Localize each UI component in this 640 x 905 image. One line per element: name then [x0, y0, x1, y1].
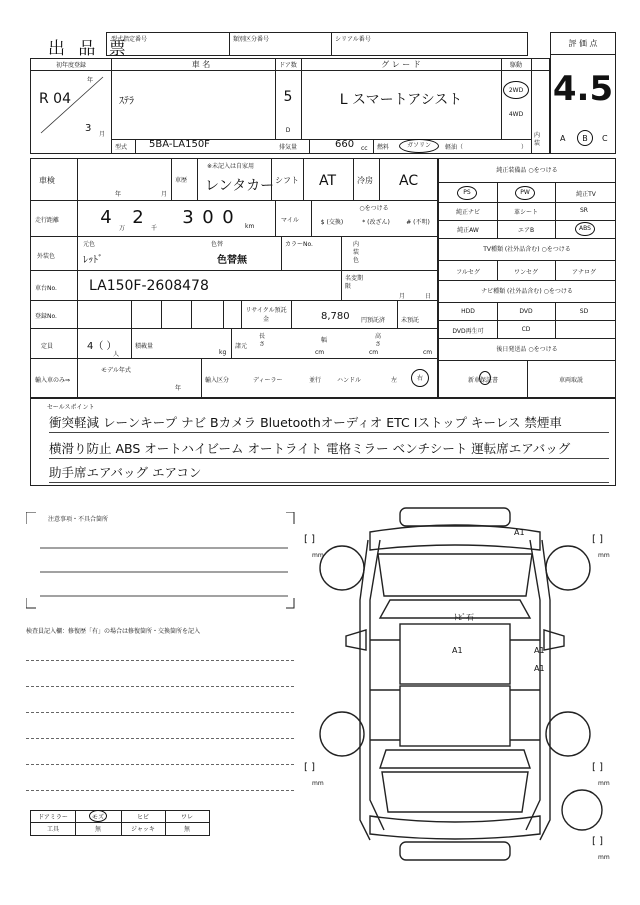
- equip-leather: 革シート: [513, 209, 538, 216]
- replace-header: ○をつける: [359, 205, 389, 212]
- mile-label: マイル: [281, 217, 299, 224]
- original-color: ﾚｯﾄﾞ: [83, 255, 103, 266]
- mm-label: mm: [598, 780, 610, 787]
- bracket: [ ]: [592, 534, 603, 545]
- navi-hdd: HDD: [461, 308, 475, 315]
- dims-label: 諸元: [235, 343, 248, 350]
- repaint-label: 色替: [211, 241, 224, 248]
- mm-label: mm: [598, 552, 610, 559]
- navi-header: ナビ種類 (社外品含む) ○をつける: [439, 281, 615, 303]
- header-code-box: [106, 32, 528, 56]
- navi-sd: SD: [579, 308, 589, 315]
- inspection-year-unit: 年: [115, 191, 122, 198]
- recycle-value: 8,780: [321, 311, 350, 322]
- year-unit: 年: [87, 77, 94, 84]
- month-unit: 月: [99, 131, 106, 138]
- paren-close: ）: [521, 144, 528, 151]
- acc-tools-value: 無: [94, 826, 101, 833]
- color-no-label: カラーNo.: [285, 241, 313, 248]
- sales-line-2: 横滑り防止 ABS オートハイビーム オートライト 電格ミラー ベンチシート 運転席エアバッグ: [49, 439, 609, 459]
- length-cm: cm: [315, 349, 325, 356]
- mm-label: mm: [598, 854, 610, 861]
- parallel: 並行: [309, 377, 322, 384]
- acc-crack: ヒビ: [136, 814, 149, 821]
- height-label: 高さ: [375, 333, 382, 348]
- grade-value: L スマートアシスト: [339, 92, 463, 108]
- first-reg-label: 初年度登録: [55, 62, 86, 69]
- accessories-table: [30, 810, 210, 836]
- tv-header: TV種類 (社外品含む) ○をつける: [439, 239, 615, 261]
- interior-grade: [532, 128, 616, 154]
- caution-box: [26, 512, 296, 610]
- equip-navi: 純正ナビ: [455, 209, 480, 216]
- interior-grade-c: C: [602, 134, 608, 143]
- model-code-label: 型式指定番号: [111, 36, 148, 43]
- equip-tv: 純正TV: [576, 191, 596, 198]
- chassis-label: 車台No.: [35, 285, 57, 292]
- doc-warranty: 新車保証書: [467, 377, 498, 384]
- mm-label: mm: [312, 552, 324, 559]
- equip-aw: 純正AW: [457, 227, 479, 234]
- doors-label: ドア数: [279, 62, 297, 69]
- drive-2wd: 2WD: [503, 81, 529, 99]
- bracket: [ ]: [592, 836, 603, 847]
- damage-mark: ﾄﾋﾞ石: [454, 613, 474, 622]
- length-label: 長さ: [259, 333, 266, 348]
- cc-unit: cc: [361, 145, 368, 152]
- displacement-value: 660: [335, 139, 355, 150]
- reg-no-label: 登録No.: [35, 313, 57, 320]
- mm-label: mm: [312, 780, 324, 787]
- first-reg-era: R 04: [39, 91, 71, 107]
- person-unit: 人: [113, 351, 120, 358]
- altered: * (改ざん): [362, 219, 390, 226]
- acc-mozu-mark: [89, 810, 107, 822]
- model-year-unit: 年: [175, 385, 182, 392]
- category-label: 類別区分番号: [233, 36, 270, 43]
- acc-door-mirror: ドアミラー: [38, 814, 68, 821]
- doc-manual: 車両取説: [558, 377, 583, 384]
- navi-dvd: DVD: [519, 308, 533, 315]
- dealer: ディーラー: [253, 377, 283, 384]
- mileage-digit: 4: [100, 207, 112, 228]
- light-oil: 軽油（: [445, 144, 464, 151]
- fuel-label: 燃料: [377, 144, 390, 151]
- fuel-value: ガソリン: [399, 139, 439, 153]
- color-label: 外装色: [37, 253, 56, 260]
- name-change-day: 日: [425, 293, 432, 300]
- equip-pw: PW: [515, 186, 535, 200]
- damage-mark: A1: [534, 646, 545, 655]
- kg-unit: kg: [219, 349, 227, 356]
- inspection-month-unit: 月: [161, 191, 168, 198]
- handle-label: ハンドル: [337, 377, 362, 384]
- width-cm: cm: [369, 349, 379, 356]
- mileage-digit: 0: [222, 207, 234, 228]
- mileage-label: 走行距離: [35, 217, 60, 224]
- bracket: [ ]: [304, 534, 315, 545]
- history-value: レンタカー: [205, 178, 275, 194]
- shift-value: AT: [319, 173, 337, 189]
- bracket: [ ]: [592, 762, 603, 773]
- width-label: 幅: [321, 337, 328, 344]
- handle-right: 右: [411, 369, 429, 387]
- serial-label: シリアル番号: [335, 36, 371, 43]
- doc-warranty-mark: [479, 371, 491, 385]
- score-value: 4.5: [552, 69, 614, 109]
- bracket: [ ]: [304, 762, 315, 773]
- import-type-label: 輸入区分: [205, 377, 230, 384]
- damage-mark: A1: [534, 664, 545, 673]
- load-label: 積載量: [135, 343, 154, 350]
- mileage-digit: 0: [202, 207, 214, 228]
- sales-line-3: 助手席エアバッグ エアコン: [49, 463, 609, 483]
- equip-sr: SR: [580, 207, 588, 214]
- sales-label: セールスポイント: [47, 404, 95, 411]
- first-reg-month: 3: [85, 123, 92, 134]
- recycle-label: リサイクル預託金: [245, 307, 287, 323]
- tv-oneseg: ワンセグ: [513, 269, 538, 276]
- equipment-grid: [438, 158, 616, 398]
- interior-color-label: 内装色: [353, 241, 360, 264]
- details-grid: [30, 158, 438, 398]
- history-note: ※未記入は自家用: [207, 163, 255, 170]
- recycle-unit: 円預託済: [361, 317, 386, 324]
- km-unit: km: [245, 223, 255, 230]
- replaced: $ (交換): [320, 219, 344, 226]
- vehicle-block: [30, 58, 550, 154]
- displacement-label: 排気量: [279, 144, 298, 151]
- height-cm: cm: [423, 349, 433, 356]
- interior-grade-a: A: [560, 134, 566, 143]
- model-label: 型式: [115, 144, 128, 151]
- car-name-label: 車 名: [191, 60, 211, 69]
- interior-label: 内装: [534, 132, 541, 147]
- equip-airbag: エアB: [517, 227, 535, 234]
- handle-left: 左: [391, 377, 398, 384]
- mileage-digit: 3: [182, 207, 194, 228]
- repaint-value: 色替無: [217, 255, 247, 266]
- car-outline-icon: [300, 500, 620, 870]
- capacity-value: 4（ ）: [87, 341, 117, 352]
- interior-grade-b: B: [577, 130, 593, 146]
- acc-break: ワレ: [180, 814, 193, 821]
- unknown: # (不明): [406, 219, 430, 226]
- ac-value: AC: [399, 173, 419, 189]
- cd: CD: [521, 326, 531, 333]
- original-color-label: 元色: [83, 241, 96, 248]
- sen-unit: 千: [151, 225, 158, 232]
- docs-header: 後日発送品 ○をつける: [439, 339, 615, 361]
- name-change-label: 名変期限: [345, 275, 364, 290]
- sales-points: [30, 398, 616, 486]
- car-diagram: [300, 500, 620, 870]
- car-name: ｽﾃﾗ: [119, 96, 134, 107]
- equipment-header: 純正装備品 ○をつける: [439, 159, 615, 183]
- import-label: 輸入車のみ⇒: [35, 377, 71, 384]
- acc-jack: ジャッキ: [131, 826, 155, 833]
- mileage-digit: 2: [132, 207, 144, 228]
- doors-value: 5: [283, 89, 293, 105]
- ac-label: 冷房: [357, 176, 373, 185]
- recycle-not: 未預託: [401, 317, 420, 324]
- acc-mozu: モズ: [91, 814, 104, 821]
- model-year-label: モデル年式: [101, 367, 131, 374]
- history-label: 車歴: [175, 177, 188, 184]
- dvd-play: DVD再生可: [452, 328, 484, 335]
- drive-4wd: 4WD: [508, 111, 524, 118]
- acc-jack-value: 無: [183, 826, 190, 833]
- drive-label: 駆動: [509, 62, 522, 69]
- damage-mark: A1: [452, 646, 463, 655]
- sales-line-1: 衝突軽減 レーンキープ ナビ Bカメラ Bluetoothオーディオ ETC Iストップ キーレス 禁煙車: [49, 413, 609, 433]
- chassis-value: LA150F-2608478: [89, 278, 209, 294]
- capacity-label: 定員: [41, 343, 54, 350]
- form-title: 出 品 票: [48, 39, 130, 59]
- equip-abs: ABS: [575, 222, 595, 236]
- name-change-month: 月: [399, 293, 406, 300]
- caution-label: 注意事項・不具合箇所: [48, 516, 109, 523]
- grade-points-label: 評 価 点: [551, 33, 615, 55]
- damage-mark: A1: [514, 528, 525, 537]
- acc-tools: 工具: [46, 826, 59, 833]
- tv-fullseg: フルセグ: [456, 269, 480, 276]
- model-value: 5BA-LA150F: [149, 139, 210, 150]
- doors-sub: D: [285, 127, 291, 134]
- grade-label: グ レ ー ド: [381, 60, 421, 69]
- first-reg-cell: [33, 71, 111, 139]
- inspection-label: 車検: [39, 176, 55, 185]
- man-unit: 万: [119, 225, 126, 232]
- inspector-label: 検査員記入欄：修復歴「有」の場合は修復箇所・交換箇所を記入: [26, 628, 201, 635]
- equip-ps: PS: [457, 186, 477, 200]
- mileage-digits: [83, 203, 273, 235]
- shift-label: シフト: [275, 176, 299, 185]
- tv-analog: アナログ: [571, 269, 596, 276]
